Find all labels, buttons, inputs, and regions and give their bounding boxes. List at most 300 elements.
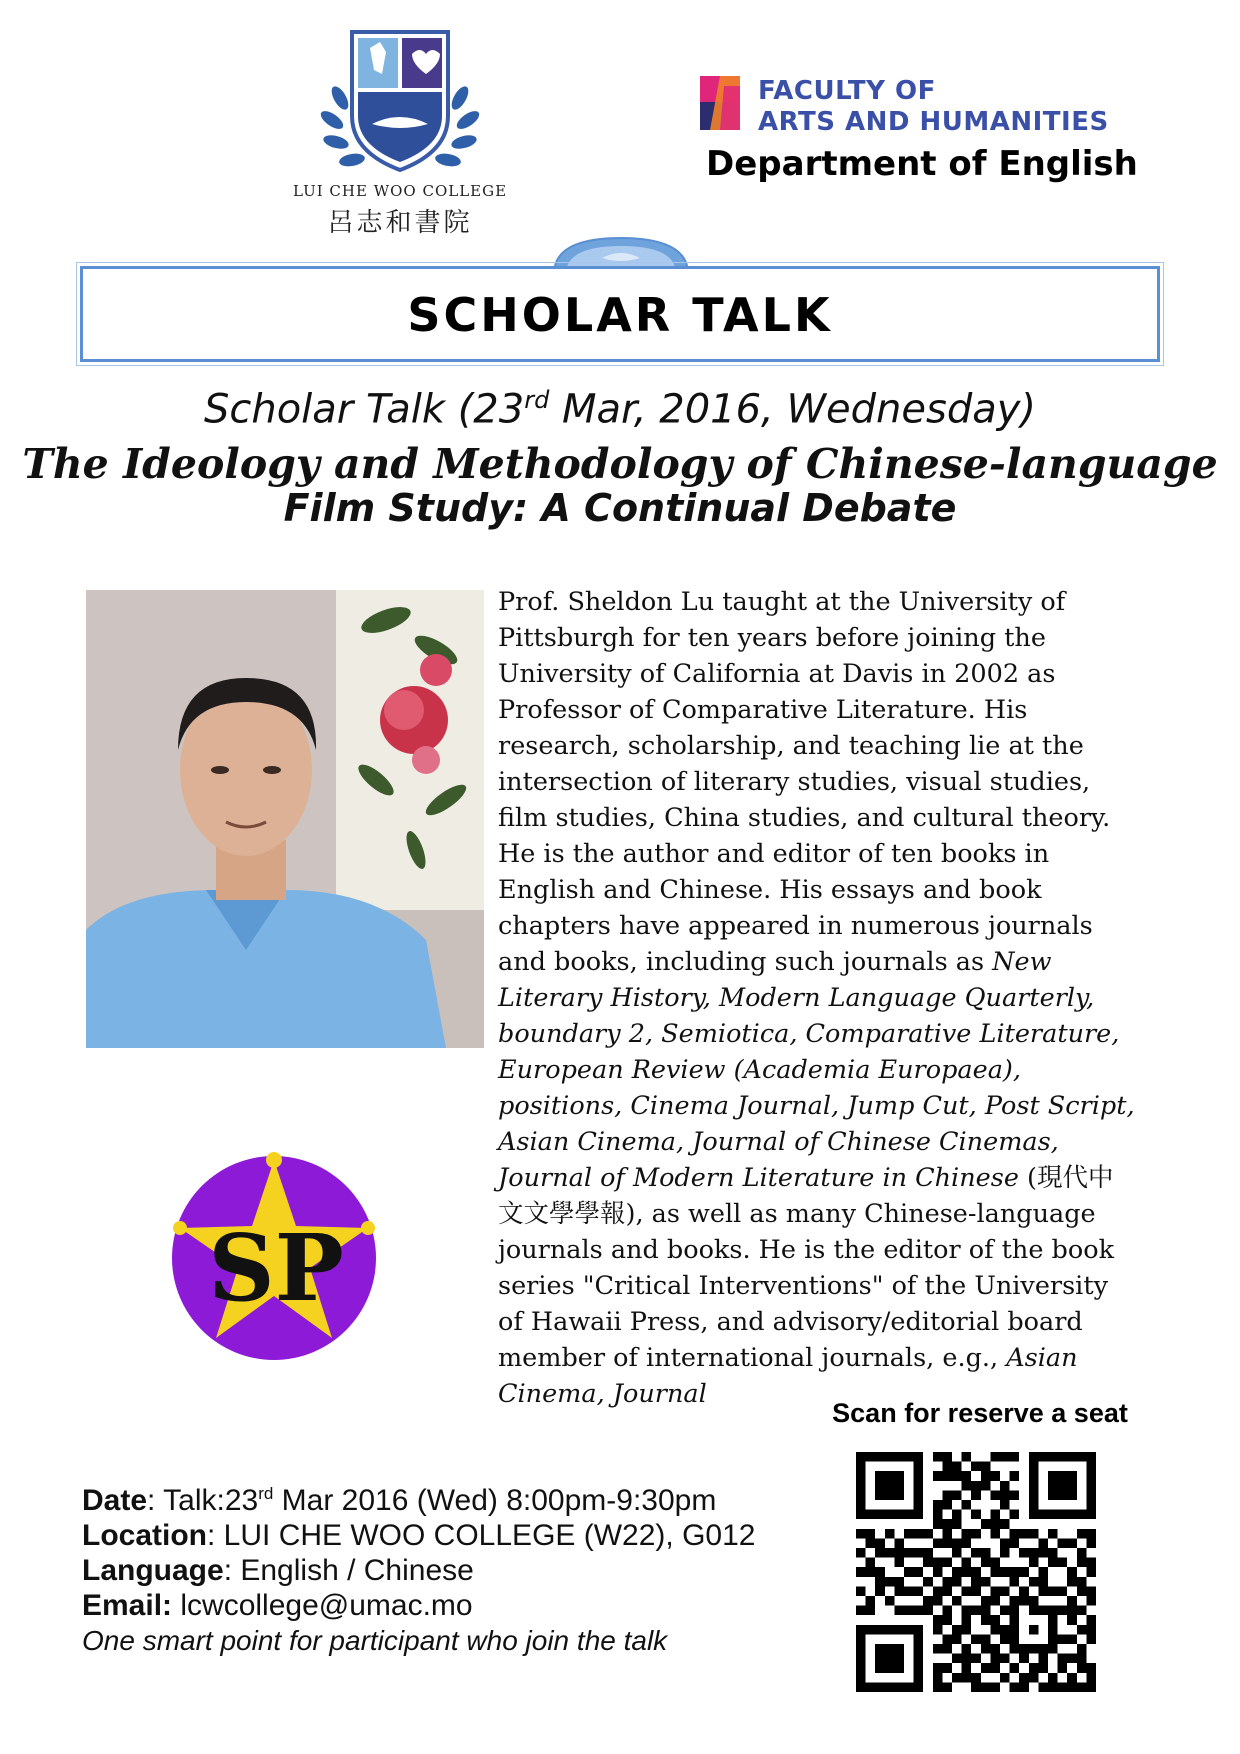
smart-point-logo bbox=[164, 1140, 384, 1360]
department-name: Department of English bbox=[706, 144, 1138, 184]
qr-module bbox=[1019, 1673, 1029, 1683]
qr-module bbox=[1038, 1548, 1048, 1558]
qr-module bbox=[1019, 1596, 1029, 1606]
qr-module bbox=[1029, 1529, 1039, 1539]
qr-module bbox=[1077, 1625, 1087, 1635]
qr-module bbox=[952, 1673, 962, 1683]
qr-module bbox=[914, 1471, 924, 1481]
qr-module bbox=[875, 1663, 885, 1673]
qr-module bbox=[1077, 1644, 1087, 1654]
bio-tail: Asian Cinema, Journal bbox=[498, 1343, 1078, 1409]
qr-module bbox=[942, 1682, 952, 1692]
qr-module bbox=[1010, 1471, 1020, 1481]
qr-module bbox=[952, 1596, 962, 1606]
qr-module bbox=[894, 1548, 904, 1558]
qr-module bbox=[1086, 1673, 1096, 1683]
qr-module bbox=[1038, 1538, 1048, 1548]
qr-module bbox=[1086, 1586, 1096, 1596]
qr-module bbox=[942, 1462, 952, 1472]
qr-module bbox=[1067, 1452, 1077, 1462]
qr-module bbox=[962, 1663, 972, 1673]
qr-module bbox=[942, 1558, 952, 1568]
qr-module bbox=[933, 1519, 943, 1529]
qr-module bbox=[1019, 1644, 1029, 1654]
talk-title-line-2: Film Study: A Continual Debate bbox=[283, 486, 957, 530]
sp-logo-text: SP bbox=[208, 1214, 344, 1322]
qr-module bbox=[875, 1538, 885, 1548]
qr-module bbox=[971, 1567, 981, 1577]
qr-module bbox=[856, 1586, 866, 1596]
qr-module bbox=[1077, 1663, 1087, 1673]
qr-module bbox=[1077, 1654, 1087, 1664]
qr-module bbox=[866, 1510, 876, 1520]
qr-module bbox=[971, 1548, 981, 1558]
qr-module bbox=[1067, 1615, 1077, 1625]
qr-module bbox=[914, 1481, 924, 1491]
qr-module bbox=[894, 1682, 904, 1692]
qr-module bbox=[885, 1548, 895, 1558]
qr-module bbox=[962, 1673, 972, 1683]
qr-module bbox=[914, 1663, 924, 1673]
qr-module bbox=[1086, 1529, 1096, 1539]
faculty-mark-icon bbox=[700, 76, 744, 132]
qr-module bbox=[1067, 1481, 1077, 1491]
qr-module bbox=[904, 1548, 914, 1558]
qr-module bbox=[894, 1644, 904, 1654]
qr-module bbox=[1048, 1615, 1058, 1625]
qr-module bbox=[1048, 1490, 1058, 1500]
qr-module bbox=[971, 1606, 981, 1616]
qr-module bbox=[885, 1663, 895, 1673]
qr-module bbox=[981, 1558, 991, 1568]
qr-module bbox=[904, 1452, 914, 1462]
qr-module bbox=[990, 1644, 1000, 1654]
qr-module bbox=[990, 1596, 1000, 1606]
qr-module bbox=[875, 1548, 885, 1558]
qr-module bbox=[866, 1682, 876, 1692]
qr-module bbox=[1010, 1538, 1020, 1548]
qr-module bbox=[1010, 1615, 1020, 1625]
qr-module bbox=[933, 1644, 943, 1654]
qr-module bbox=[1058, 1452, 1068, 1462]
qr-module bbox=[923, 1596, 933, 1606]
qr-module bbox=[914, 1634, 924, 1644]
qr-module bbox=[933, 1682, 943, 1692]
speaker-photo bbox=[86, 590, 484, 1048]
qr-module bbox=[933, 1673, 943, 1683]
qr-module bbox=[1086, 1500, 1096, 1510]
qr-module bbox=[866, 1567, 876, 1577]
qr-module bbox=[1019, 1529, 1029, 1539]
qr-module bbox=[1067, 1634, 1077, 1644]
faculty-logo bbox=[700, 76, 1138, 196]
qr-module bbox=[866, 1606, 876, 1616]
qr-module bbox=[990, 1615, 1000, 1625]
qr-module bbox=[914, 1452, 924, 1462]
qr-module bbox=[904, 1682, 914, 1692]
qr-module bbox=[1067, 1654, 1077, 1664]
qr-module bbox=[981, 1682, 991, 1692]
qr-module bbox=[1086, 1558, 1096, 1568]
qr-module bbox=[971, 1634, 981, 1644]
location-line bbox=[82, 1518, 782, 1553]
faculty-name bbox=[758, 76, 1109, 138]
qr-module bbox=[1029, 1490, 1039, 1500]
qr-module bbox=[856, 1500, 866, 1510]
qr-module bbox=[933, 1558, 943, 1568]
college-name-zh: 呂志和書院 bbox=[327, 208, 473, 238]
qr-module bbox=[942, 1452, 952, 1462]
subtitle-suffix: Mar, 2016, Wednesday) bbox=[549, 386, 1037, 433]
language-label: Language bbox=[82, 1554, 224, 1587]
qr-module bbox=[933, 1615, 943, 1625]
location-value: : LUI CHE WOO COLLEGE (W22), G012 bbox=[207, 1519, 756, 1552]
qr-module bbox=[1038, 1682, 1048, 1692]
qr-module bbox=[1077, 1586, 1087, 1596]
qr-module bbox=[914, 1548, 924, 1558]
qr-module bbox=[933, 1625, 943, 1635]
event-details bbox=[82, 1476, 782, 1658]
college-name-en: LUI CHE WOO COLLEGE bbox=[292, 182, 508, 200]
date-line bbox=[82, 1476, 782, 1518]
qr-module bbox=[952, 1567, 962, 1577]
qr-module bbox=[1086, 1634, 1096, 1644]
qr-module bbox=[856, 1682, 866, 1692]
qr-module bbox=[952, 1548, 962, 1558]
qr-module bbox=[1029, 1577, 1039, 1587]
qr-module bbox=[1058, 1481, 1068, 1491]
qr-module bbox=[1058, 1606, 1068, 1616]
date-sup: rd bbox=[258, 1484, 274, 1503]
college-logo bbox=[285, 28, 515, 248]
qr-module bbox=[1038, 1654, 1048, 1664]
qr-module bbox=[866, 1529, 876, 1539]
qr-module bbox=[1086, 1567, 1096, 1577]
qr-module bbox=[1058, 1558, 1068, 1568]
qr-module bbox=[952, 1510, 962, 1520]
talk-date-subtitle bbox=[0, 386, 1240, 432]
qr-module bbox=[923, 1577, 933, 1587]
qr-module bbox=[885, 1654, 895, 1664]
qr-module bbox=[1029, 1500, 1039, 1510]
qr-module bbox=[1000, 1481, 1010, 1491]
qr-module bbox=[971, 1529, 981, 1539]
qr-module bbox=[914, 1644, 924, 1654]
qr-module bbox=[981, 1519, 991, 1529]
email-line bbox=[82, 1588, 782, 1623]
qr-module bbox=[1048, 1548, 1058, 1558]
qr-module bbox=[875, 1654, 885, 1664]
speaker-portrait-icon bbox=[86, 590, 484, 1048]
qr-module bbox=[1029, 1663, 1039, 1673]
qr-module bbox=[885, 1471, 895, 1481]
date-suffix: Mar 2016 (Wed) 8:00pm-9:30pm bbox=[273, 1484, 717, 1517]
qr-module bbox=[914, 1654, 924, 1664]
qr-module bbox=[885, 1452, 895, 1462]
qr-module bbox=[894, 1625, 904, 1635]
qr-module bbox=[1010, 1577, 1020, 1587]
qr-module bbox=[856, 1634, 866, 1644]
subtitle-prefix: Scholar Talk (23 bbox=[203, 386, 525, 433]
qr-module bbox=[875, 1481, 885, 1491]
qr-code[interactable] bbox=[856, 1452, 1096, 1692]
qr-module bbox=[990, 1490, 1000, 1500]
qr-module bbox=[1038, 1644, 1048, 1654]
qr-module bbox=[981, 1462, 991, 1472]
qr-module bbox=[1000, 1634, 1010, 1644]
language-line bbox=[82, 1553, 782, 1588]
smart-point-note: One smart point for participant who join the talk bbox=[82, 1625, 668, 1656]
qr-module bbox=[1067, 1606, 1077, 1616]
scholar-talk-banner bbox=[80, 266, 1160, 362]
qr-module bbox=[894, 1481, 904, 1491]
qr-module bbox=[1086, 1625, 1096, 1635]
bio-journals: New Literary History, Modern Language Quarterly, boundary 2, Semiotica, Comparative Literature, European Review (Academia Europaea), positions, Cinema Journal, Jump Cut, Post Script, Asian Cinema, Journal of Chinese Cinemas, Journal of Modern Literature in Chinese bbox=[498, 947, 1135, 1193]
qr-module bbox=[894, 1558, 904, 1568]
qr-module bbox=[1010, 1634, 1020, 1644]
date-prefix: : Talk:23 bbox=[147, 1484, 259, 1517]
qr-module bbox=[914, 1673, 924, 1683]
qr-module bbox=[942, 1606, 952, 1616]
qr-module bbox=[1029, 1673, 1039, 1683]
qr-module bbox=[1029, 1548, 1039, 1558]
qr-module bbox=[856, 1663, 866, 1673]
qr-module bbox=[923, 1558, 933, 1568]
qr-module bbox=[1038, 1606, 1048, 1616]
qr-module bbox=[904, 1510, 914, 1520]
qr-module bbox=[962, 1529, 972, 1539]
speaker-bio bbox=[498, 584, 1138, 1412]
qr-module bbox=[1067, 1567, 1077, 1577]
qr-module bbox=[894, 1510, 904, 1520]
qr-module bbox=[1086, 1510, 1096, 1520]
qr-module bbox=[952, 1490, 962, 1500]
qr-module bbox=[914, 1682, 924, 1692]
qr-module bbox=[981, 1644, 991, 1654]
qr-module bbox=[894, 1538, 904, 1548]
qr-caption: Scan for reserve a seat bbox=[832, 1398, 1128, 1428]
qr-module bbox=[1058, 1634, 1068, 1644]
qr-module bbox=[990, 1510, 1000, 1520]
qr-module bbox=[894, 1586, 904, 1596]
qr-module bbox=[894, 1452, 904, 1462]
qr-module bbox=[1010, 1510, 1020, 1520]
qr-module bbox=[942, 1519, 952, 1529]
qr-module bbox=[981, 1577, 991, 1587]
qr-module bbox=[981, 1634, 991, 1644]
qr-module bbox=[1077, 1452, 1087, 1462]
qr-module bbox=[962, 1558, 972, 1568]
qr-module bbox=[1038, 1577, 1048, 1587]
qr-module bbox=[990, 1682, 1000, 1692]
qr-module bbox=[962, 1625, 972, 1635]
qr-module bbox=[894, 1471, 904, 1481]
qr-module bbox=[1029, 1596, 1039, 1606]
qr-module bbox=[1029, 1625, 1039, 1635]
qr-module bbox=[1058, 1538, 1068, 1548]
qr-module bbox=[875, 1682, 885, 1692]
qr-module bbox=[1010, 1529, 1020, 1539]
qr-module bbox=[971, 1682, 981, 1692]
qr-module bbox=[933, 1538, 943, 1548]
qr-module bbox=[1077, 1510, 1087, 1520]
qr-module bbox=[1086, 1663, 1096, 1673]
qr-module bbox=[914, 1529, 924, 1539]
bio-part-1: Prof. Sheldon Lu taught at the University of Pittsburgh for ten years before joining the University of California at Davis in 2002 as Professor of Comparative Literature. His research, scholarship, and teaching lie at the intersection of literary studies, visual studies, film studies, China studies, and cultural theory. He is the author and editor of ten books in English and Chinese. His essays and book chapters have appeared in numerous journals and books, including such journals as bbox=[498, 587, 1111, 977]
qr-module bbox=[1086, 1538, 1096, 1548]
qr-module bbox=[1038, 1510, 1048, 1520]
qr-module bbox=[1086, 1462, 1096, 1472]
qr-module bbox=[1058, 1471, 1068, 1481]
qr-module bbox=[962, 1452, 972, 1462]
qr-module bbox=[942, 1577, 952, 1587]
qr-module bbox=[1048, 1586, 1058, 1596]
qr-module bbox=[885, 1490, 895, 1500]
qr-module bbox=[1048, 1558, 1058, 1568]
qr-module bbox=[952, 1634, 962, 1644]
qr-module bbox=[990, 1558, 1000, 1568]
qr-module bbox=[990, 1452, 1000, 1462]
qr-module bbox=[856, 1481, 866, 1491]
qr-module bbox=[942, 1538, 952, 1548]
qr-module bbox=[990, 1663, 1000, 1673]
qr-module bbox=[923, 1548, 933, 1558]
qr-module bbox=[952, 1462, 962, 1472]
qr-module bbox=[1086, 1471, 1096, 1481]
qr-module bbox=[1000, 1548, 1010, 1558]
qr-module bbox=[942, 1644, 952, 1654]
college-crest-icon bbox=[300, 28, 500, 178]
qr-module bbox=[856, 1625, 866, 1635]
qr-module bbox=[1058, 1510, 1068, 1520]
qr-module bbox=[914, 1510, 924, 1520]
qr-module bbox=[1048, 1673, 1058, 1683]
qr-module bbox=[1000, 1673, 1010, 1683]
qr-module bbox=[1048, 1682, 1058, 1692]
qr-module bbox=[904, 1606, 914, 1616]
faculty-line-1: FACULTY OF bbox=[758, 76, 936, 106]
qr-module bbox=[1029, 1462, 1039, 1472]
qr-module bbox=[962, 1481, 972, 1491]
qr-module bbox=[885, 1644, 895, 1654]
qr-module bbox=[1058, 1682, 1068, 1692]
qr-module bbox=[1048, 1529, 1058, 1539]
qr-module bbox=[1058, 1654, 1068, 1664]
qr-module bbox=[971, 1577, 981, 1587]
qr-module bbox=[856, 1673, 866, 1683]
qr-module bbox=[1067, 1596, 1077, 1606]
qr-module bbox=[1019, 1682, 1029, 1692]
qr-module bbox=[1019, 1654, 1029, 1664]
qr-module bbox=[990, 1567, 1000, 1577]
qr-module bbox=[933, 1596, 943, 1606]
qr-module bbox=[1038, 1567, 1048, 1577]
qr-module bbox=[856, 1452, 866, 1462]
qr-module bbox=[914, 1462, 924, 1472]
qr-module bbox=[942, 1634, 952, 1644]
email-value[interactable]: lcwcollege@umac.mo bbox=[172, 1589, 473, 1622]
language-value: : English / Chinese bbox=[223, 1554, 474, 1587]
qr-module bbox=[1010, 1682, 1020, 1692]
qr-module bbox=[1038, 1586, 1048, 1596]
qr-module bbox=[1067, 1510, 1077, 1520]
qr-module bbox=[1000, 1586, 1010, 1596]
date-label: Date bbox=[82, 1484, 148, 1517]
qr-module bbox=[923, 1529, 933, 1539]
qr-module bbox=[1077, 1682, 1087, 1692]
qr-module bbox=[914, 1490, 924, 1500]
qr-module bbox=[962, 1644, 972, 1654]
qr-module bbox=[981, 1615, 991, 1625]
qr-module bbox=[856, 1471, 866, 1481]
qr-module bbox=[1048, 1510, 1058, 1520]
qr-module bbox=[1067, 1673, 1077, 1683]
qr-module bbox=[856, 1490, 866, 1500]
qr-module bbox=[1010, 1567, 1020, 1577]
qr-module bbox=[942, 1490, 952, 1500]
qr-module bbox=[1067, 1490, 1077, 1500]
qr-module bbox=[904, 1586, 914, 1596]
qr-module bbox=[962, 1500, 972, 1510]
qr-module bbox=[875, 1490, 885, 1500]
qr-module bbox=[885, 1596, 895, 1606]
qr-module bbox=[1048, 1625, 1058, 1635]
qr-module bbox=[1086, 1490, 1096, 1500]
qr-module bbox=[885, 1577, 895, 1587]
qr-module bbox=[942, 1615, 952, 1625]
qr-module bbox=[894, 1490, 904, 1500]
qr-module bbox=[990, 1654, 1000, 1664]
qr-module bbox=[1058, 1490, 1068, 1500]
qr-module bbox=[933, 1452, 943, 1462]
qr-module bbox=[942, 1471, 952, 1481]
qr-module bbox=[1029, 1510, 1039, 1520]
qr-module bbox=[894, 1606, 904, 1616]
qr-module bbox=[942, 1663, 952, 1673]
qr-module bbox=[1048, 1634, 1058, 1644]
talk-title-line-1: The Ideology and Methodology of Chinese-language bbox=[22, 440, 1218, 488]
qr-module bbox=[1019, 1567, 1029, 1577]
qr-module bbox=[1000, 1625, 1010, 1635]
qr-module bbox=[1029, 1481, 1039, 1491]
qr-module bbox=[1067, 1682, 1077, 1692]
qr-module bbox=[1067, 1471, 1077, 1481]
qr-module bbox=[894, 1654, 904, 1664]
qr-module bbox=[914, 1625, 924, 1635]
qr-module bbox=[885, 1625, 895, 1635]
qr-module bbox=[952, 1654, 962, 1664]
qr-module bbox=[1077, 1577, 1087, 1587]
qr-module bbox=[875, 1577, 885, 1587]
subtitle-sup: rd bbox=[524, 386, 550, 414]
qr-module bbox=[923, 1606, 933, 1616]
qr-module bbox=[990, 1471, 1000, 1481]
qr-module bbox=[1029, 1558, 1039, 1568]
banner-title: SCHOLAR TALK bbox=[407, 288, 833, 342]
qr-module bbox=[1000, 1567, 1010, 1577]
qr-module bbox=[904, 1529, 914, 1539]
qr-module bbox=[1010, 1644, 1020, 1654]
qr-module bbox=[962, 1538, 972, 1548]
qr-module bbox=[952, 1538, 962, 1548]
qr-module bbox=[1077, 1529, 1087, 1539]
qr-module bbox=[971, 1586, 981, 1596]
qr-module bbox=[971, 1481, 981, 1491]
qr-module bbox=[866, 1625, 876, 1635]
qr-module bbox=[1000, 1654, 1010, 1664]
faculty-line-2: ARTS AND HUMANITIES bbox=[758, 107, 1109, 137]
qr-module bbox=[962, 1615, 972, 1625]
